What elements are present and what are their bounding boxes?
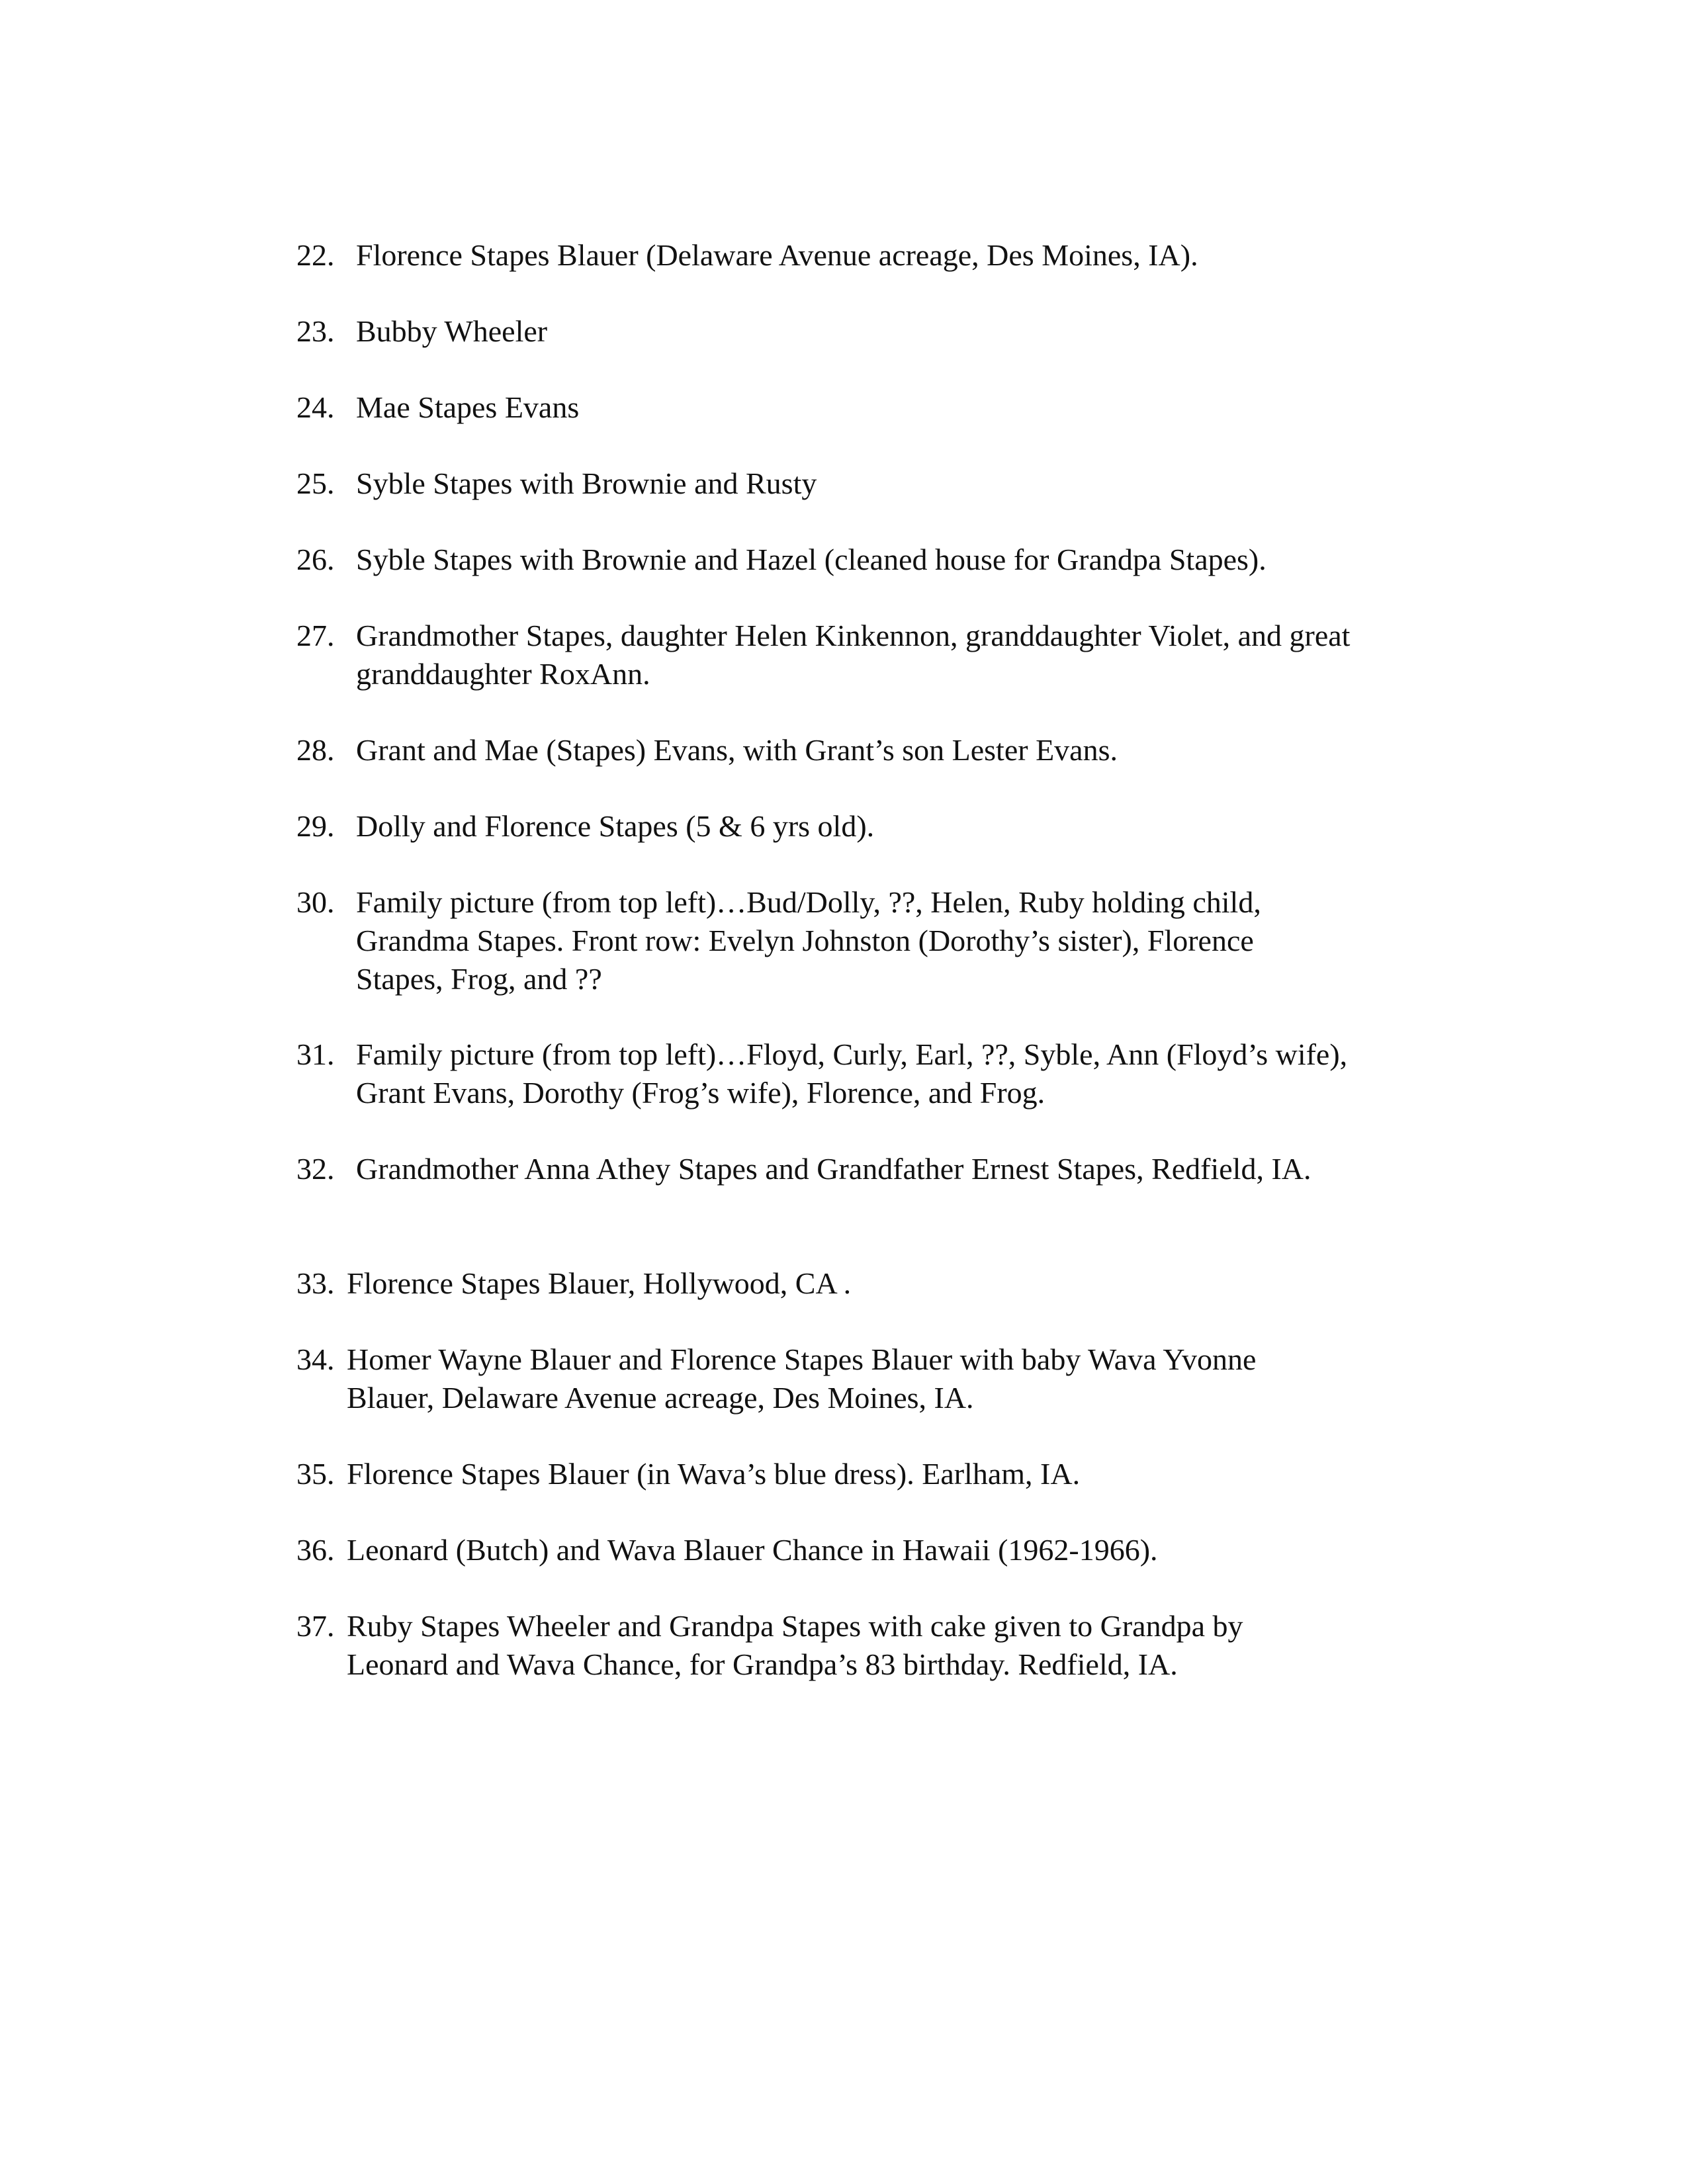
item-text [356,731,1474,769]
item-text-line: Florence Stapes Blauer (in Wava’s blue dress). Earlham, IA. [347,1457,1081,1491]
item-number: 34. [296,1342,335,1376]
item-text-line: granddaughter RoxAnn. [356,657,650,691]
item-text-line: Grandmother Stapes, daughter Helen Kinkennon, granddaughter Violet, and great [356,619,1351,652]
item-text [356,312,1474,351]
item-text-line: Bubby Wheeler [356,314,548,348]
item-text [356,388,1474,427]
item-number: 27. [296,619,335,652]
item-text-line: Grant and Mae (Stapes) Evans, with Grant’s son Lester Evans. [356,733,1118,767]
item-text-line: Homer Wayne Blauer and Florence Stapes Blauer with baby Wava Yvonne [347,1342,1257,1376]
item-text-line: Florence Stapes Blauer (Delaware Avenue acreage, Des Moines, IA). [356,238,1198,272]
item-text-line: Family picture (from top left)…Floyd, Curly, Earl, ??, Syble, Ann (Floyd’s wife), [356,1037,1348,1071]
item-text [347,1264,1474,1303]
item-text [356,464,1474,503]
item-text-line: Syble Stapes with Brownie and Hazel (cleaned house for Grandpa Stapes). [356,543,1266,576]
item-text-line: Grandma Stapes. Front row: Evelyn Johnston (Dorothy’s sister), Florence [356,924,1254,957]
item-text-line: Leonard and Wava Chance, for Grandpa’s 83 birthday. Redfield, IA. [347,1647,1178,1681]
item-number: 33. [296,1266,335,1300]
item-text [356,1150,1474,1188]
item-number: 22. [296,238,335,272]
item-number: 30. [296,885,335,919]
item-number: 23. [296,314,335,348]
item-text [356,541,1474,579]
item-number: 37. [296,1609,335,1643]
item-text [356,883,1474,998]
item-text [356,1035,1474,1112]
item-number: 25. [296,466,335,500]
item-number: 26. [296,543,335,576]
item-text [347,1455,1474,1493]
item-text [347,1607,1474,1684]
item-number: 31. [296,1037,335,1071]
item-text-line: Florence Stapes Blauer, Hollywood, CA . [347,1266,852,1300]
item-text [356,236,1474,275]
item-text [347,1531,1474,1569]
item-text [347,1340,1474,1417]
item-text [356,617,1474,693]
item-number: 36. [296,1533,335,1567]
item-number: 29. [296,809,335,843]
item-number: 35. [296,1457,335,1491]
item-text-line: Blauer, Delaware Avenue acreage, Des Moines, IA. [347,1381,974,1415]
item-number: 24. [296,390,335,424]
item-text-line: Ruby Stapes Wheeler and Grandpa Stapes with cake given to Grandpa by [347,1609,1243,1643]
item-number: 32. [296,1152,335,1186]
item-text-line: Mae Stapes Evans [356,390,580,424]
item-text-line: Stapes, Frog, and ?? [356,962,602,996]
item-text-line: Grant Evans, Dorothy (Frog’s wife), Florence, and Frog. [356,1076,1045,1110]
item-text [356,807,1474,846]
item-text-line: Leonard (Butch) and Wava Blauer Chance in Hawaii (1962-1966). [347,1533,1158,1567]
item-number: 28. [296,733,335,767]
item-text-line: Dolly and Florence Stapes (5 & 6 yrs old). [356,809,875,843]
item-text-line: Family picture (from top left)…Bud/Dolly, ??, Helen, Ruby holding child, [356,885,1261,919]
item-text-line: Grandmother Anna Athey Stapes and Grandfather Ernest Stapes, Redfield, IA. [356,1152,1311,1186]
item-text-line: Syble Stapes with Brownie and Rusty [356,466,817,500]
